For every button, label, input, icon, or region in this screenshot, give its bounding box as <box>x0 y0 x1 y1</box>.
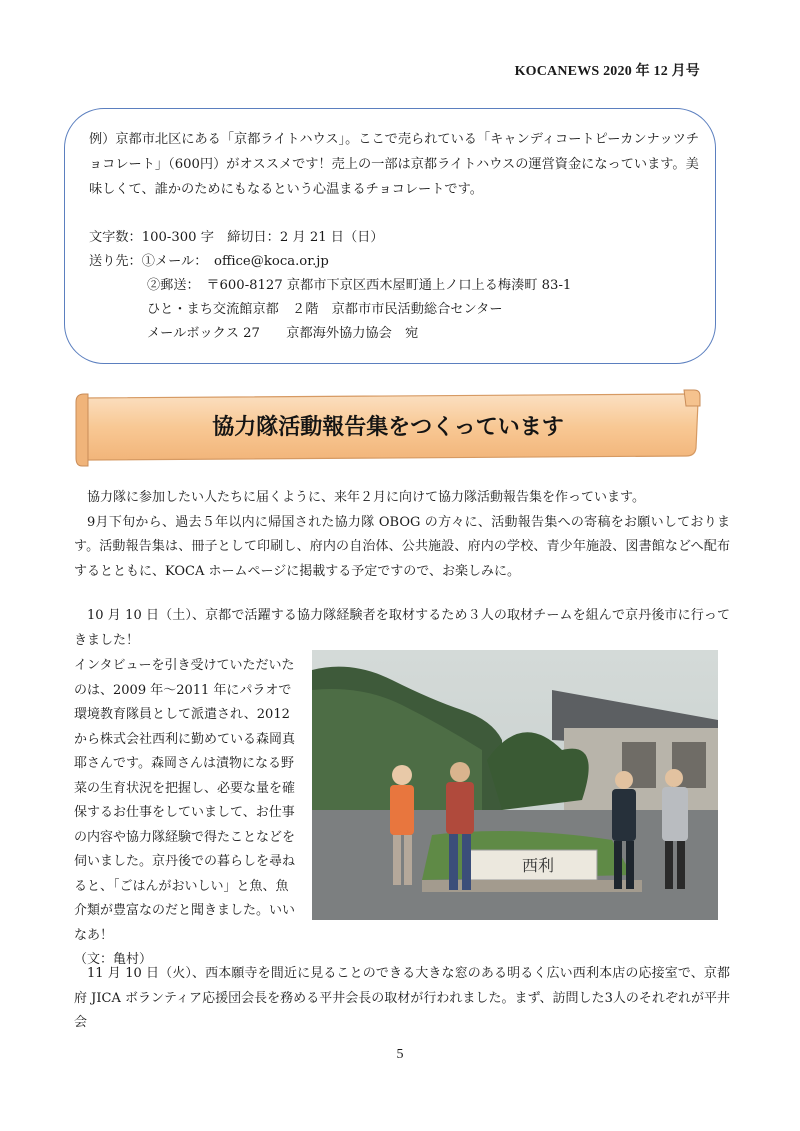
page-number: 5 <box>396 1047 404 1062</box>
banner-title: 協力隊活動報告集をつくっています <box>212 415 564 440</box>
article-paragraph-3-lead <box>74 604 730 653</box>
team-photo <box>312 650 718 920</box>
newsletter-header: KOCANEWS 2020 年 12 月号 <box>514 64 700 79</box>
paragraph-1: 協力隊に参加したい人たちに届くように、来年２月に向けて協力隊活動報告集を作っています。 <box>87 490 645 505</box>
photo-sign-text: 西利 <box>522 856 555 875</box>
paragraph-3-side: インタビューを引き受けていただいたのは、2009 年～2011 年にパラオで環境教育隊員として派遣され、2012 から株式会社西利に勤めている森岡真耶さんです。森岡さんは漬物になる野菜の生育状況を把握し、必要な量を確保するお仕事をしていまして、お仕事の内容や協力隊経験で得たことなどを伺いました。京丹後での暮らしを尋ねると、「ごはんがおいしい」と魚、魚介類が豊富なのだと聞きました。いいなあ！ <box>74 658 296 943</box>
paragraph-2: 9月下旬から、過去５年以内に帰国された協力隊 OBOG の方々に、活動報告集への寄稿をお願いしております。活動報告集は、冊子として印刷し、府内の自治体、公共施設、府内の学校、青少年施設、図書館などへ配布するとともに、KOCA ホームページに掲載する予定ですので、お楽しみに。 <box>74 514 730 579</box>
article-paragraphs-1 <box>74 486 730 584</box>
paragraph-3-lead: 10 月 10 日（土）、京都で活躍する協力隊経験者を取材するため３人の取材チームを組んで京丹後市に行ってきました！ <box>74 608 730 648</box>
address-line-2: ひと・まち交流館京都 ２階 京都市市民活動総合センター <box>147 302 503 317</box>
submission-callout-box <box>64 108 716 364</box>
paragraph-4: 11 月 10 日（火）、西本願寺を間近に見ることのできる大きな窓のある明るく広い西利本店の応接室で、京都府 JICA ボランティア応援団会長を務める平井会長の取材が行われました。まず、訪問した3人のそれぞれが平井会 <box>74 966 730 1030</box>
section-banner <box>74 386 702 468</box>
requirements-line: 文字数：100-300 字 締切日：2 月 21 日（日） <box>89 230 384 245</box>
send-to-post-line: ②郵送： 〒600-8127 京都市下京区西木屋町通上ノ口上る梅湊町 83-1 <box>147 278 572 293</box>
article-author: （文：亀村） <box>74 952 153 967</box>
send-to-email-line: 送り先：①メール： office@koca.or.jp <box>89 254 329 269</box>
article-side-text <box>74 654 300 973</box>
team-photo-illustration <box>312 650 718 920</box>
callout-example-text: 例）京都市北区にある「京都ライトハウス」。ここで売られている「キャンディコートピーカンナッツチョコレート」（600円）がオススメです！売上の一部は京都ライトハウスの運営資金になっています。美味しくて、誰かのためにもなるという心温まるチョコレートです。 <box>89 132 700 197</box>
callout-submission-info <box>89 226 701 346</box>
article-paragraph-4 <box>74 962 730 1036</box>
address-line-3: メールボックス 27 京都海外協力協会 宛 <box>147 326 419 341</box>
